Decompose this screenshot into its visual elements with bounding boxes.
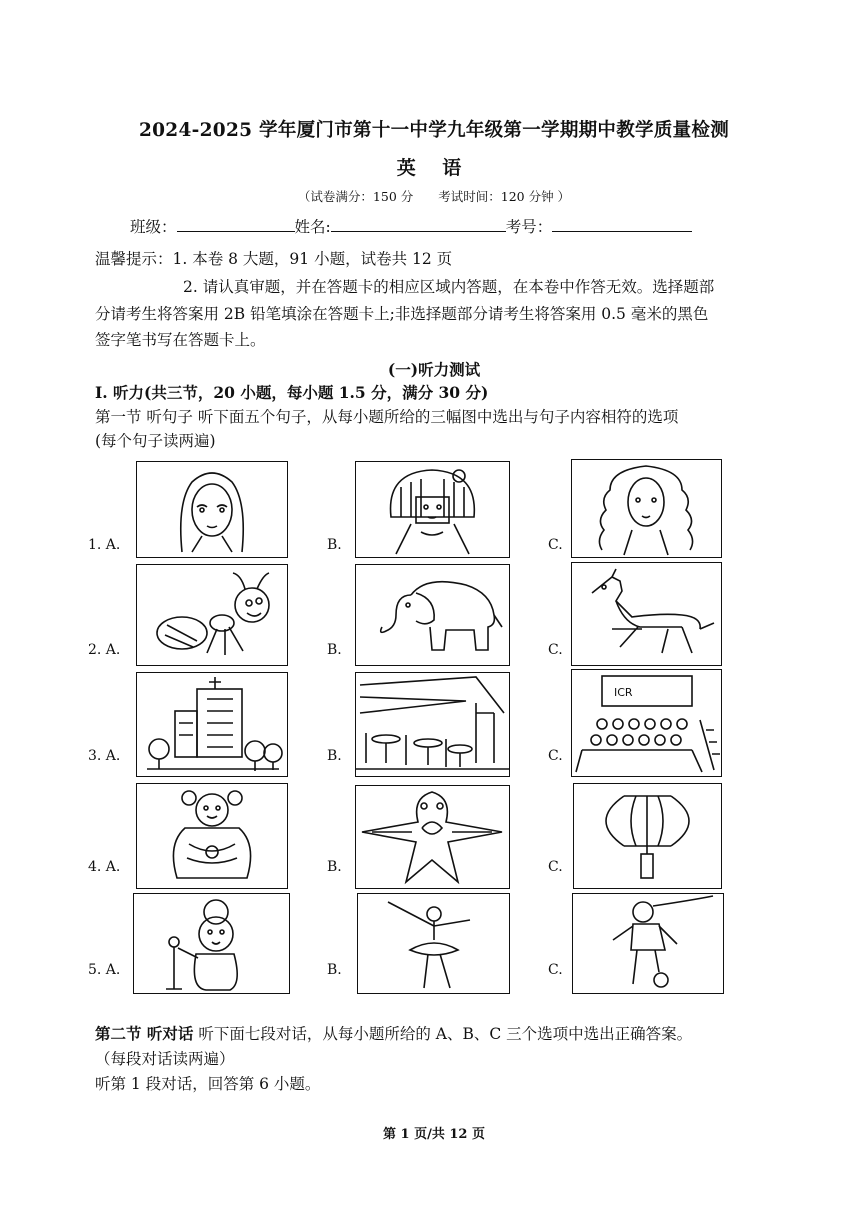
notice-line-2: 2. 请认真审题，并在答题卡的相应区域内答题，在本卷中作答无效。选择题部 <box>183 278 715 296</box>
q3-label-a: 3. A. <box>88 748 121 764</box>
q3-label-c: C. <box>548 748 563 764</box>
q5-label-a: 5. A. <box>88 962 121 978</box>
girl-straight-hair-icon[interactable] <box>136 461 288 558</box>
name-blank[interactable] <box>331 217 506 232</box>
exam-title: 2024-2025 学年厦门市第十一中学九年级第一学期期中教学质量检测 <box>138 120 730 141</box>
q1-label-a: 1. A. <box>88 537 121 553</box>
dialog1-instruction: 听第 1 段对话，回答第 6 小题。 <box>95 1075 321 1093</box>
notice-line-4: 签字笔书写在答题卡上。 <box>95 331 266 349</box>
hospital-icon[interactable] <box>136 672 288 777</box>
clay-figure-icon[interactable] <box>136 783 288 889</box>
part2-line-1 <box>95 1022 692 1044</box>
q5-label-b: B. <box>327 962 342 978</box>
q2-label-a: 2. A. <box>88 642 121 658</box>
subject-title: 英 语 <box>396 157 472 179</box>
number-blank[interactable] <box>552 217 692 232</box>
q2-label-b: B. <box>327 642 342 658</box>
page-number: 第 1 页/共 12 页 <box>383 1127 485 1142</box>
q4-label-c: C. <box>548 859 563 875</box>
q5-label-c: C. <box>548 962 563 978</box>
ant-icon[interactable] <box>136 564 288 666</box>
notice-line-1: 温馨提示：1. 本卷 8 大题，91 小题，试卷共 12 页 <box>95 250 453 268</box>
sub1-line-2: (每个句子读两遍) <box>95 432 216 450</box>
class-label: 班级： <box>130 218 177 236</box>
exam-meta: （试卷满分：150 分 考试时间：120 分钟 ） <box>297 189 571 204</box>
q1-label-b: B. <box>327 537 342 553</box>
girl-curly-hair-icon[interactable] <box>571 459 722 558</box>
q4-label-b: B. <box>327 859 342 875</box>
part2-instruction: 听下面七段对话，从每小题所给的 A、B、C 三个选项中选出正确答案。 <box>193 1025 693 1043</box>
part2-note: （每段对话读两遍） <box>95 1050 235 1068</box>
notice-line-3: 分请考生将答案用 2B 铅笔填涂在答题卡上;非选择题部分请考生将答案用 0.5 毫米的黑色 <box>95 305 709 323</box>
svg-text:ICR: ICR <box>614 686 633 699</box>
class-blank[interactable] <box>177 217 295 232</box>
part2-title: 第二节 听对话 <box>95 1024 194 1043</box>
singing-girl-icon[interactable] <box>133 893 290 994</box>
girl-bob-hair-icon[interactable] <box>355 461 510 558</box>
lantern-icon[interactable] <box>573 783 722 889</box>
ballet-dancer-icon[interactable] <box>357 893 510 994</box>
q3-label-b: B. <box>327 748 342 764</box>
cafe-icon[interactable] <box>355 672 510 777</box>
name-label: 姓名: <box>294 218 331 236</box>
horse-icon[interactable] <box>571 562 722 666</box>
elephant-icon[interactable] <box>355 564 510 666</box>
section-title: I. 听力(共三节，20 小题，每小题 1.5 分，满分 30 分) <box>95 383 489 402</box>
q4-label-a: 4. A. <box>88 859 121 875</box>
soccer-player-icon[interactable] <box>572 893 724 994</box>
q2-label-c: C. <box>548 642 563 658</box>
cinema-icon[interactable] <box>571 669 722 777</box>
part1-heading: (一)听力测试 <box>387 360 481 379</box>
kite-icon[interactable] <box>355 785 510 889</box>
sub1-line-1: 第一节 听句子 听下面五个句子，从每小题所给的三幅图中选出与句子内容相符的选项 <box>95 408 679 426</box>
student-info-row <box>130 215 692 237</box>
number-label: 考号： <box>505 218 553 236</box>
q1-label-c: C. <box>548 537 563 553</box>
